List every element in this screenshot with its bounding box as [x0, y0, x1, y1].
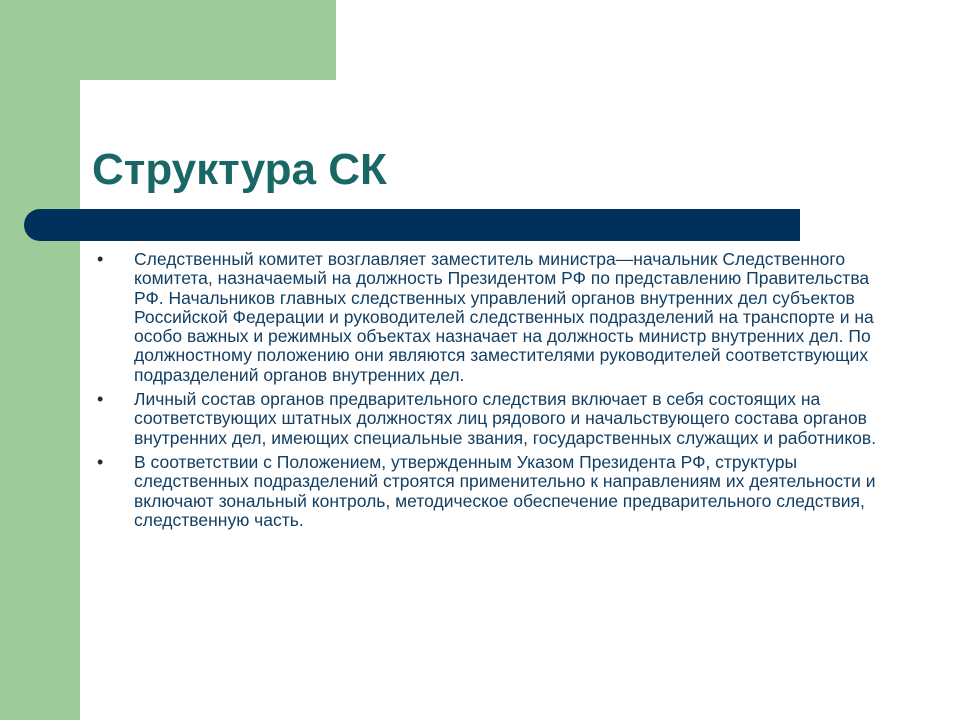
bullet-icon: • — [97, 451, 104, 472]
bullet-item — [96, 250, 896, 385]
bullet-text: Личный состав органов предварительного следствия включает в себя состоящих на соответствующих штатных должностях лиц рядового и начальствующего состава органов внутренних дел, имеющих специальные звания, государственных служащих и работников. — [134, 389, 877, 448]
bullet-text: Следственный комитет возглавляет заместитель министра—начальник Следственного комитета, назначаемый на должность Президентом РФ по представлению Правительства РФ. Начальников главных следственных управлений органов внутренних дел субъектов Российской Федерации и руководителей следственных подразделений на транспорте и на особо важных и режимных объектах назначает на должность министр внутренних дел. По должностному положению они являются заместителями руководителей соответствующих подразделений органов внутренних дел. — [134, 249, 874, 385]
slide-title: Структура СК — [92, 145, 387, 194]
bullet-item — [96, 390, 896, 448]
bullet-text: В соответствии с Положением, утвержденным Указом Президента РФ, структуры следственных подразделений строятся применительно к направлениям их деятельности и включают зональный контроль, методическое обеспечение предварительного следствия, следственную часть. — [134, 451, 876, 530]
bullet-icon: • — [97, 249, 104, 269]
bullet-item — [96, 453, 896, 530]
bullet-list — [96, 250, 896, 535]
green-side-band — [0, 0, 80, 720]
title-underline-bar — [24, 209, 800, 241]
bullet-icon: • — [97, 389, 104, 410]
green-top-band — [0, 0, 336, 80]
